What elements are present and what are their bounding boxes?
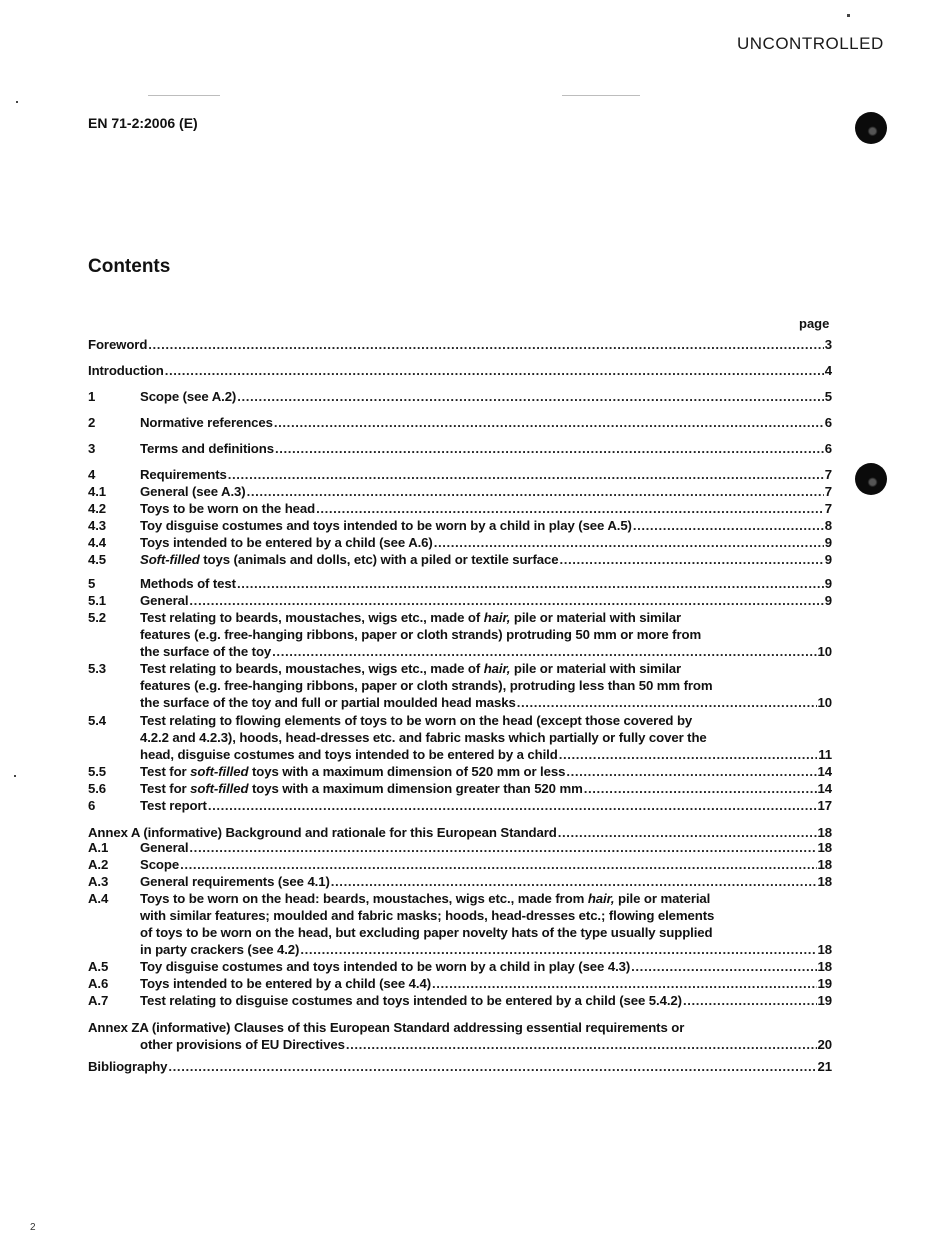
toc-entry-4[interactable]: 4 Requirements ..... 7 [88,466,832,483]
punch-hole-icon [855,112,887,144]
toc-entry-4-4[interactable]: 4.4 Toys intended to be entered by a child (see A.6) ..... 9 [88,534,832,551]
scan-artifact-line [148,95,220,96]
toc-entry-annex-a[interactable]: Annex A (informative) Background and rationale for this European Standard ..... 18 [88,824,832,841]
toc-entry-4-5[interactable]: 4.5 Soft-filled toys (animals and dolls, etc) with a piled or textile surface ..... 9 [88,551,832,568]
toc-entry-a-4[interactable]: A.4 Toys to be worn on the head: beards, moustaches, wigs etc., made from hair, pile or material with similar features; moulded and fabric masks; hoods, head-dresses etc.; flowing elements of toys to be worn on the head, but excluding paper novelty hats of the type usually supplied in party crackers (see 4.2) ..... 18 [88,890,832,958]
scan-artifact-line [562,95,640,96]
punch-hole-icon [855,463,887,495]
document-id: EN 71-2:2006 (E) [88,115,198,131]
toc-entry-5-2[interactable]: 5.2 Test relating to beards, moustaches, wigs etc., made of hair, pile or material with similar features (e.g. free-hanging ribbons, paper or cloth strands) protruding 50 mm or more from the surface of the toy ..... 10 [88,609,832,660]
toc-entry-4-2[interactable]: 4.2 Toys to be worn on the head ..... 7 [88,500,832,517]
toc-entry-2[interactable]: 2 Normative references ..... 6 [88,414,832,431]
toc-entry-4-1[interactable]: 4.1 General (see A.3) ..... 7 [88,483,832,500]
scan-speck [847,14,850,17]
toc-entry-1[interactable]: 1 Scope (see A.2) ..... 5 [88,388,832,405]
toc-entry-annex-za[interactable]: Annex ZA (informative) Clauses of this European Standard addressing essential requirements or other provisions of EU Directives ..... 20 [88,1019,832,1053]
toc-entry-6[interactable]: 6 Test report ..... 17 [88,797,832,814]
uncontrolled-stamp: UNCONTROLLED [737,34,884,53]
toc-entry-5-6[interactable]: 5.6 Test for soft-filled toys with a maximum dimension greater than 520 mm ..... 14 [88,780,832,797]
toc-entry-4-3[interactable]: 4.3 Toy disguise costumes and toys intended to be worn by a child in play (see A.5) ..... 8 [88,517,832,534]
toc-entry-bibliography[interactable]: Bibliography ..... 21 [88,1058,832,1075]
toc-entry-5-5[interactable]: 5.5 Test for soft-filled toys with a maximum dimension of 520 mm or less ..... 14 [88,763,832,780]
toc-entry-a-6[interactable]: A.6 Toys intended to be entered by a child (see 4.4) ..... 19 [88,975,832,992]
toc-entry-5[interactable]: 5 Methods of test ..... 9 [88,575,832,592]
contents-heading: Contents [88,256,171,277]
toc-entry-5-4[interactable]: 5.4 Test relating to flowing elements of toys to be worn on the head (except those covered by 4.2.2 and 4.2.3), hoods, head-dresses etc. and fabric masks which partially or fully cover the head, disguise costumes and toys intended to be entered by a child ..... 11 [88,712,832,763]
toc-entry-a-1[interactable]: A.1 General ..... 18 [88,839,832,856]
toc-entry-foreword[interactable]: Foreword ..... 3 [88,336,832,353]
scan-speck [14,775,16,777]
toc-entry-a-7[interactable]: A.7 Test relating to disguise costumes and toys intended to be entered by a child (see 5.4.2) ..... 19 [88,992,832,1009]
page-column-label: page [799,316,830,331]
toc-entry-a-5[interactable]: A.5 Toy disguise costumes and toys intended to be worn by a child in play (see 4.3) ..... 18 [88,958,832,975]
toc-entry-a-3[interactable]: A.3 General requirements (see 4.1) ..... 18 [88,873,832,890]
toc-entry-3[interactable]: 3 Terms and definitions ..... 6 [88,440,832,457]
toc-entry-5-1[interactable]: 5.1 General ..... 9 [88,592,832,609]
toc-entry-a-2[interactable]: A.2 Scope ..... 18 [88,856,832,873]
toc-entry-5-3[interactable]: 5.3 Test relating to beards, moustaches, wigs etc., made of hair, pile or material with similar features (e.g. free-hanging ribbons, paper or cloth strands), protruding less than 50 mm from the surface of the toy and full or partial moulded head masks ..... 10 [88,660,832,711]
toc-entry-introduction[interactable]: Introduction ..... 4 [88,362,832,379]
page-number: 2 [30,1222,36,1233]
scan-speck [16,101,18,103]
